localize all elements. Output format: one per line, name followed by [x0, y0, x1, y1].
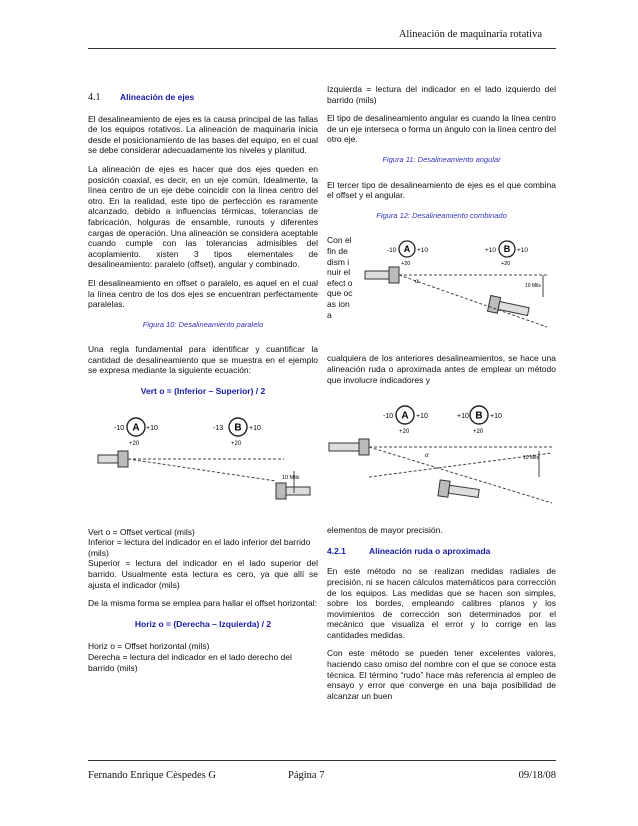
figure-caption: Figura 10: Desalineamiento paralelo [142, 319, 264, 329]
dial-b-label: B [234, 422, 242, 434]
footer-date: 09/18/08 [518, 770, 556, 781]
svg-text:-10: -10 [383, 413, 394, 421]
dial-a-right: +10 [146, 424, 158, 432]
combined-misalignment-figure [327, 393, 556, 515]
shaft-left [98, 455, 120, 463]
svg-text:+20: +20 [501, 261, 511, 268]
paragraph: La alineación de ejes es hacer que dos ejes queden en posición coaxial, es decir, en un eje común. Idealmente, la línea centro de un eje debe coincidir con la línea centro del otro. En la realidad, este tipo de perfección es raramente alcanzado, debido a influencias térmicas, tolerancias de fabricación, holguras de ensamble, runouts y diferentes cargas de operación. Una alineación se considera aceptable cuando cumple con las tolerancias admisibles del acoplamiento. xisten 3 tipos elementales de desalineamiento: paralelo (offset), angular y combinado. [88, 163, 318, 270]
figure-caption: Figura 11: Desalineamiento angular [382, 154, 501, 164]
svg-text:+10: +10 [457, 413, 469, 421]
paragraph: El desalineamiento en offset o paralelo, es aquel en el cual la línea centro de los dos ejes se encuentran perfectamente paralelas. [88, 277, 318, 310]
right-column [327, 84, 556, 709]
svg-text:B: B [475, 410, 483, 422]
svg-text:10 Mils: 10 Mils [523, 455, 539, 462]
svg-text:+10: +10 [417, 247, 429, 255]
section-title: Alineación de ejes [120, 92, 195, 102]
paragraph: En este método no se realizan medidas radiales de precisión, ni se hacen cálculos matemáticos para corrección de los equipos. Las medidas que se hacen son simples, sobre los bordes, empleando calibres planos y los movimientos de corrección son determinados por el mecánico que visualiza el error y lo corrige en las cantidades medidas. [327, 566, 556, 640]
svg-text:+10: +10 [490, 413, 502, 421]
footer-rule [88, 760, 556, 761]
paragraph: El tipo de desalineamiento angular es cuando la línea centro de un eje interseca o forma un ángulo con la línea centro del otro eje. [327, 113, 556, 145]
paragraph: cualquiera de los anteriores desalineamientos, se hace una alineación ruda o aproximada antes de emplear un método que involucre indicadores y [327, 353, 556, 385]
mils-label: 10 Mils [282, 474, 300, 481]
paragraph: El desalineamiento de ejes es la causa principal de las fallas de los equipos rotativos. La alineación de maquinaria inicia desde el posicionamiento de las bases del equipo, en el cual se debe considerar adecuadamente los niveles y planitud. [88, 113, 318, 156]
definitions [88, 527, 318, 591]
definition: Superior = lectura del indicador en el lado superior del barrido. Usualmente esta lectura es cero, ya que allí se ajusta el indicador (mils) [88, 558, 318, 590]
svg-text:α: α [425, 451, 429, 460]
shaft-right-group [488, 296, 530, 320]
svg-text:A: A [403, 244, 411, 255]
paragraph: elementos de mayor precisión. [327, 525, 443, 536]
definition: Inferior = lectura del indicador en el lado inferior del barrido (mils) [88, 537, 311, 558]
svg-text:B: B [503, 244, 511, 255]
svg-text:+10: +10 [416, 413, 428, 421]
section-number: 4.1 [88, 92, 101, 103]
dial-b-bottom: +20 [231, 440, 242, 447]
coupling-right [276, 483, 286, 499]
dial-b-right: +10 [249, 424, 261, 432]
subsection-title: Alineación ruda o aproximada [369, 545, 491, 556]
section-heading [88, 92, 318, 104]
svg-text:+20: +20 [473, 429, 484, 436]
footer-page-number: Página 7 [288, 770, 325, 781]
definition: Vert o = Offset vertical (mils) [88, 526, 195, 537]
centerline [128, 459, 276, 481]
definition: Izquierda = lectura del indicador en el lado izquierdo del barrido (mils) [327, 84, 556, 105]
equation: Horiz o = (Derecha – Izquierda) / 2 [134, 618, 272, 629]
paragraph: De la misma forma se emplea para hallar el offset horizontal: [88, 598, 317, 609]
definition: Derecha = lectura del indicador en el lado derecho del barrido (mils) [88, 652, 292, 673]
svg-text:α: α [415, 277, 419, 286]
coupling-left [389, 267, 399, 283]
svg-text:+20: +20 [399, 429, 410, 436]
svg-text:A: A [401, 410, 409, 422]
left-column [88, 92, 318, 673]
subsection-number: 4.2.1 [327, 545, 346, 556]
paragraph: Una regla fundamental para identificar y cuantificar la cantidad de desalineamiento que se muestra en el ejemplo se expresa mediante la siguiente ecuación: [88, 344, 318, 376]
subsection-heading [327, 546, 556, 557]
header-rule [88, 48, 556, 49]
figure-caption: Figura 12: Desalineamiento combinado [376, 210, 507, 220]
paragraph: Con este método se pueden tener excelentes valores, haciendo caso omiso del nombre con el que se conoce esta técnica. El término “rudo” hace más referencia al empleo de ensayo y error que converge en una baja posibilidad de alcanzar un buen [327, 648, 556, 701]
svg-text:+20: +20 [401, 261, 411, 268]
svg-text:10 Mils: 10 Mils [525, 283, 541, 290]
equation: Vert o = (Inferior – Superior) / 2 [140, 386, 266, 397]
dial-a-bottom: +20 [129, 440, 140, 447]
running-header: Alineación de maquinaria rotativa [398, 29, 542, 40]
angular-misalignment-figure [357, 235, 556, 353]
wrapped-figure-block [327, 235, 556, 353]
dial-b-left: -13 [213, 424, 224, 432]
dial-a-left: -10 [114, 424, 125, 432]
svg-text:+10: +10 [517, 247, 529, 255]
definition: Horiz o = Offset horizontal (mils) [88, 641, 210, 652]
shaft-right [284, 487, 310, 495]
shaft-left [365, 271, 391, 279]
coupling-left [118, 451, 128, 467]
svg-text:+10: +10 [485, 247, 497, 255]
narrow-text: Con el fin de dism inuir el efect o que ocas iona [327, 235, 353, 320]
parallel-misalignment-figure [88, 409, 318, 513]
dial-a-label: A [132, 422, 140, 434]
footer-author: Fernando Enrique Cèspedes G [88, 770, 217, 781]
svg-text:-10: -10 [387, 247, 397, 255]
paragraph: El tercer tipo de desalineamiento de ejes es el que combina el offset y el angular. [327, 179, 556, 201]
